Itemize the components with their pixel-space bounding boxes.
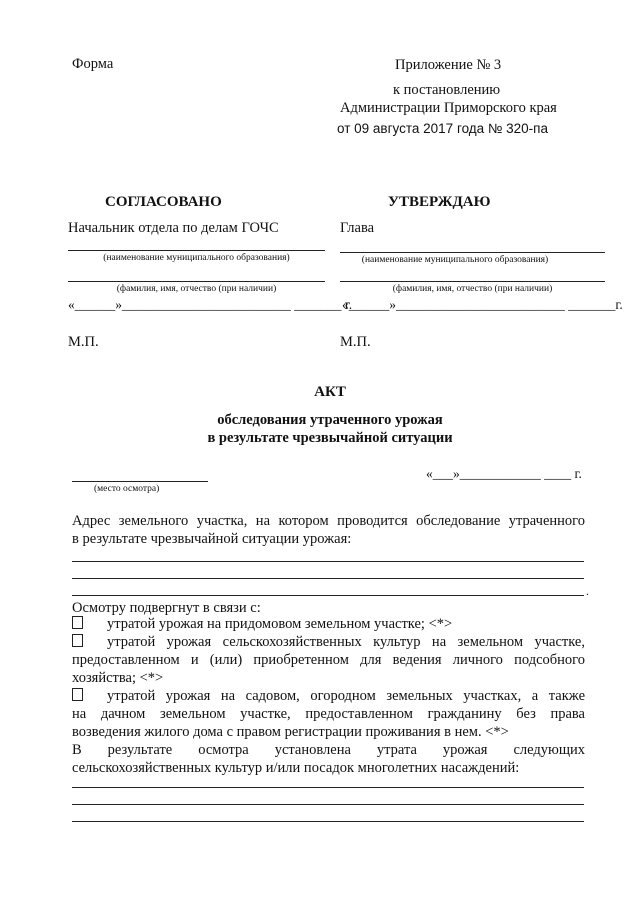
agreed-title: СОГЛАСОВАНО <box>105 194 222 210</box>
option-2-text-2: предоставленном и (или) приобретенном для ведения личного подсобного <box>72 652 585 668</box>
agreed-municipality-line[interactable] <box>68 250 325 251</box>
inspection-date-line[interactable]: «___»____________ ____ г. <box>426 466 582 481</box>
result-text-1: В результате осмотра установлена утрата урожая следующих <box>72 742 585 758</box>
inspection-place-line[interactable] <box>72 481 208 482</box>
inspection-place-caption: (место осмотра) <box>94 484 160 494</box>
result-line-3[interactable] <box>72 821 584 822</box>
act-subtitle-2: в результате чрезвычайной ситуации <box>207 430 453 446</box>
approved-seal: М.П. <box>340 334 371 350</box>
agreed-municipality-caption: (наименование муниципального образования) <box>103 253 290 263</box>
agreed-name-line[interactable] <box>68 281 325 282</box>
address-line-2[interactable] <box>72 578 584 579</box>
approved-name-line[interactable] <box>340 281 605 282</box>
option-2-text-1: утратой урожая сельскохозяйственных культур на земельном участке, <box>107 634 585 650</box>
act-subtitle-1: обследования утраченного урожая <box>217 412 443 428</box>
act-title: АКТ <box>314 384 346 400</box>
resolution-date-number: от 09 августа 2017 года № 320-па <box>337 121 548 136</box>
address-line-3[interactable] <box>72 595 584 596</box>
approved-municipality-line[interactable] <box>340 252 605 253</box>
option-1-text: утратой урожая на придомовом земельном участке; <*> <box>107 616 453 632</box>
address-text-2: в результате чрезвычайной ситуации урожая: <box>72 531 352 547</box>
option-3-text-3: возведения жилого дома с правом регистрации проживания в нем. <*> <box>72 724 509 740</box>
address-text-1: Адрес земельного участка, на котором проводится обследование утраченного <box>72 513 585 529</box>
option-3-checkbox-icon[interactable] <box>72 688 83 705</box>
agreed-seal: М.П. <box>68 334 99 350</box>
agreed-date-line[interactable]: «______»_________________________ _______ г. <box>68 297 353 312</box>
result-line-2[interactable] <box>72 804 584 805</box>
examined-reason-label: Осмотру подвергнут в связи с: <box>72 600 261 616</box>
appendix-number: Приложение № 3 <box>395 57 502 73</box>
address-line-1[interactable] <box>72 561 584 562</box>
agreed-position: Начальник отдела по делам ГОЧС <box>68 220 279 236</box>
result-text-2: сельскохозяйственных культур и/или посадок многолетних насаждений: <box>72 760 520 776</box>
address-end-mark: . <box>586 584 589 598</box>
option-3-text-2: на дачном земельном участке, предоставленном гражданину без права <box>72 706 585 722</box>
form-label: Форма <box>72 56 114 72</box>
administration-name: Администрации Приморского края <box>340 100 557 116</box>
resolution-ref: к постановлению <box>393 82 501 98</box>
approved-date-line[interactable]: «______»_________________________ _______г. <box>342 297 623 312</box>
approved-position: Глава <box>340 220 375 236</box>
approved-municipality-caption: (наименование муниципального образования) <box>361 255 549 265</box>
agreed-name-caption: (фамилия, имя, отчество (при наличии) <box>116 284 277 294</box>
approved-title: УТВЕРЖДАЮ <box>388 194 491 210</box>
approved-name-caption: (фамилия, имя, отчество (при наличии) <box>392 284 553 294</box>
option-2-text-3: хозяйства; <*> <box>72 670 164 686</box>
option-3-text-1: утратой урожая на садовом, огородном земельных участках, а также <box>107 688 585 704</box>
option-2-checkbox-icon[interactable] <box>72 634 83 651</box>
option-1-checkbox-icon[interactable] <box>72 616 83 633</box>
result-line-1[interactable] <box>72 787 584 788</box>
